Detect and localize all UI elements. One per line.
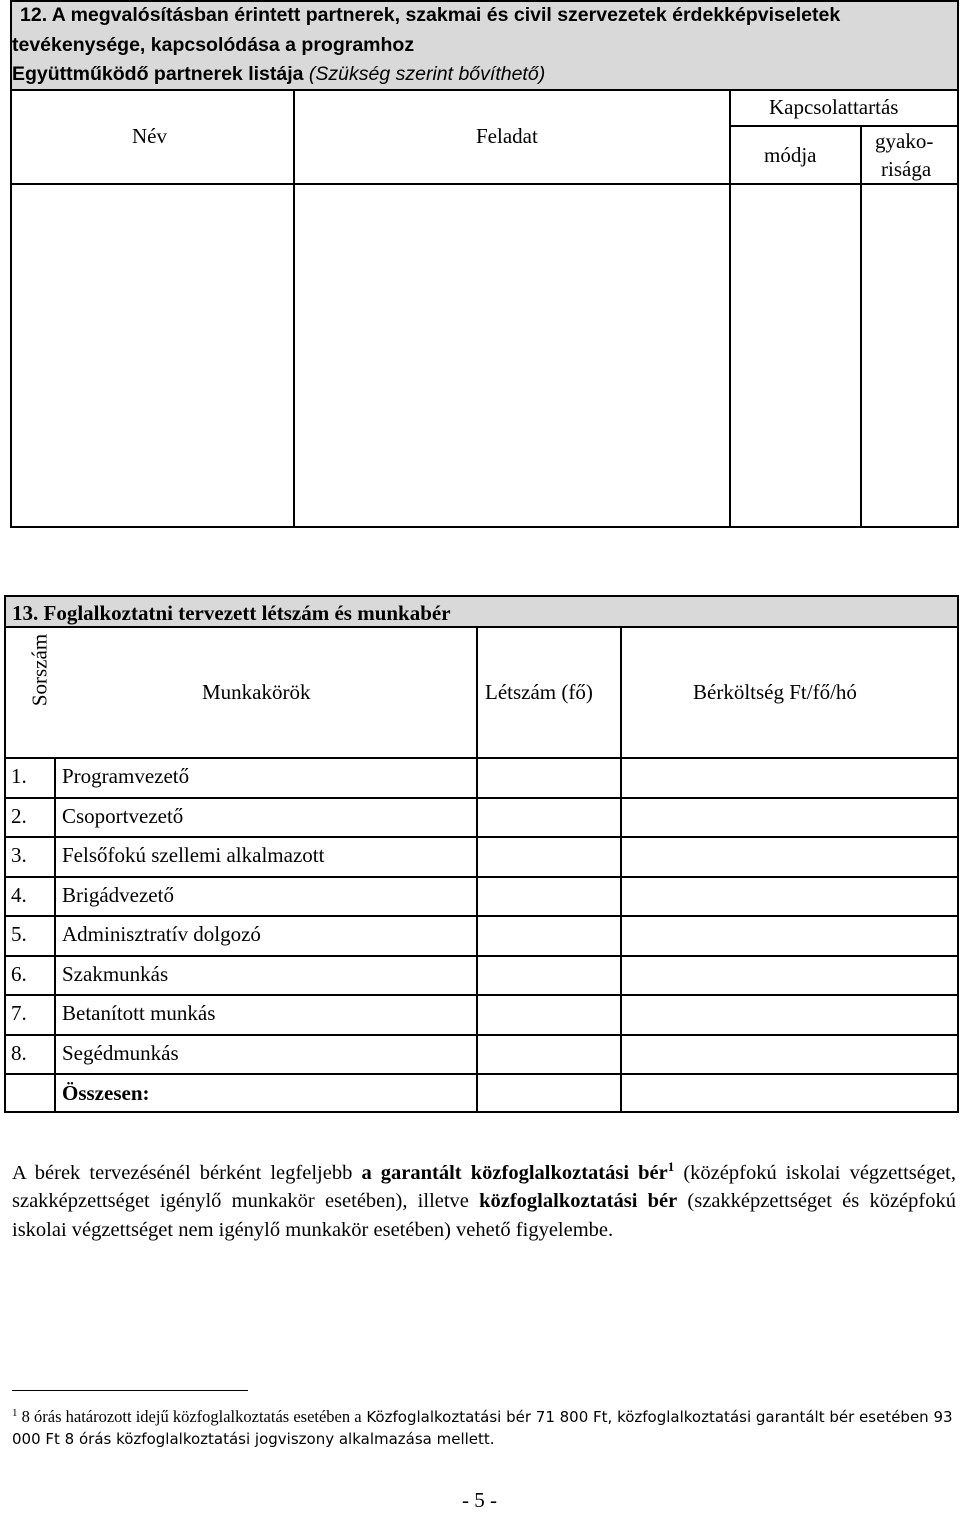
col-kapcsolattartas-header: Kapcsolattartás bbox=[769, 95, 899, 119]
section12-title-line1: 12. A megvalósításban érintett partnerek, szakmai és civil szervezetek érdekképviseletek bbox=[20, 4, 841, 26]
wage-note-paragraph bbox=[12, 1153, 956, 1244]
wage-note-text-2: (középfokú iskolai végzettséget, szakképzettséget igénylő munkakör esetében), illetve bbox=[12, 1161, 957, 1213]
col-sorszam-header: Sorszám bbox=[27, 633, 52, 707]
footnote-rest: Közfoglalkoztatási bér 71 800 Ft, közfoglalkoztatási garantált bér esetében 93 000 Ft 8 órás közfoglalkoztatási jogviszony alkalmazása mellett. bbox=[12, 1408, 953, 1448]
col-gyakorisaga-header-1: gyako- bbox=[875, 129, 934, 153]
page-number: - 5 - bbox=[462, 1488, 497, 1512]
row-5-num: 5. bbox=[11, 922, 27, 946]
row-4-label: Brigádvezető bbox=[62, 883, 174, 907]
col-gyakorisaga-header-2: risága bbox=[881, 157, 932, 181]
row-6-num: 6. bbox=[11, 962, 27, 986]
row-7-num: 7. bbox=[11, 1001, 27, 1025]
row-7-label: Betanított munkás bbox=[62, 1001, 216, 1025]
row-8-label: Segédmunkás bbox=[62, 1041, 179, 1065]
section12-title-line2: tevékenysége, kapcsolódása a programhoz bbox=[12, 34, 415, 56]
col-feladat-header: Feladat bbox=[476, 124, 538, 148]
col-munkakorok-header: Munkakörök bbox=[202, 680, 311, 704]
col-letszam-header: Létszám (fő) bbox=[485, 680, 593, 704]
row-2-num: 2. bbox=[11, 804, 27, 828]
row-2-label: Csoportvezető bbox=[62, 804, 184, 828]
row-8-num: 8. bbox=[11, 1041, 27, 1065]
row-6-label: Szakmunkás bbox=[62, 962, 169, 986]
row-4-num: 4. bbox=[11, 883, 27, 907]
section12-subtitle-italic: (Szükség szerint bővíthető) bbox=[308, 63, 546, 85]
col-nev-header: Név bbox=[132, 124, 167, 148]
col-berkoltseg-header: Bérköltség Ft/fő/hó bbox=[693, 680, 857, 704]
section12-subtitle bbox=[12, 63, 545, 86]
section13-title: 13. Foglalkoztatni tervezett létszám és munkabér bbox=[12, 601, 451, 625]
wage-note-bold-2: közfoglalkoztatási bér bbox=[479, 1190, 678, 1213]
wage-note-text-1: A bérek tervezésénél bérként legfeljebb bbox=[12, 1161, 362, 1184]
footnote-ref: 1 bbox=[667, 1159, 675, 1174]
footnote-lead: 8 órás határozott idejű közfoglalkoztatás esetében a bbox=[17, 1407, 362, 1426]
row-3-num: 3. bbox=[11, 843, 27, 867]
footnote-separator bbox=[12, 1390, 248, 1391]
footnote bbox=[12, 1402, 956, 1450]
footnote-sup: 1 bbox=[12, 1407, 18, 1419]
row-3-label: Felsőfokú szellemi alkalmazott bbox=[62, 843, 325, 867]
wage-note-text-3: (szakképzettséget és középfokú iskolai végzettséget nem igénylő munkakör esetében) vehető figyelembe. bbox=[12, 1190, 956, 1241]
col-modja-header: módja bbox=[764, 143, 817, 167]
row-1-label: Programvezető bbox=[62, 764, 190, 788]
wage-note-bold-1: a garantált közfoglalkoztatási bér bbox=[361, 1161, 668, 1184]
section12-subtitle-bold: Együttműködő partnerek listája bbox=[12, 63, 304, 85]
row-5-label: Adminisztratív dolgozó bbox=[62, 922, 261, 946]
row-1-num: 1. bbox=[11, 764, 27, 788]
total-label: Összesen: bbox=[62, 1081, 150, 1105]
